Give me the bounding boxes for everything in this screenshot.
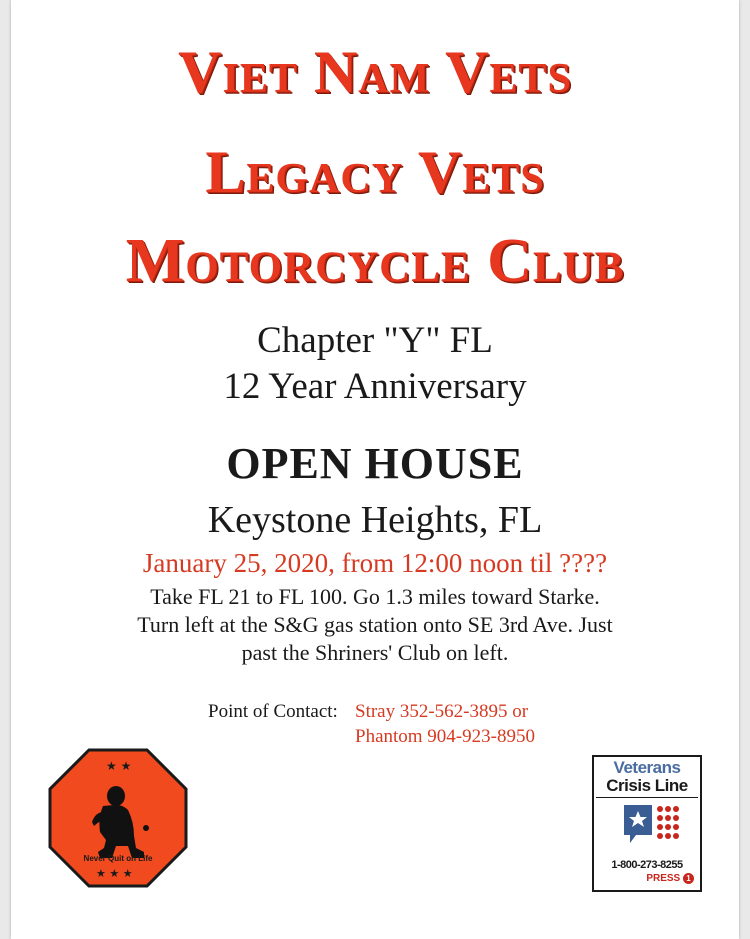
chapter-text: Chapter "Y" FL [257, 320, 493, 361]
svg-text:★ ★: ★ ★ [106, 759, 132, 773]
location-text: Keystone Heights, FL [207, 499, 543, 541]
event-date: January 25, 2020, from 12:00 noon til ???? [142, 548, 608, 578]
directions-line-3: past the Shriners' Club on left. [241, 640, 509, 665]
veterans-crisis-line-badge [592, 755, 702, 892]
flyer-page [11, 0, 739, 939]
directions-line-1: Take FL 21 to FL 100. Go 1.3 miles toward Starke. [150, 584, 600, 609]
title-line-3: Motorcycle Club [125, 227, 625, 295]
anniversary-text: 12 Year Anniversary [223, 366, 527, 407]
crisis-press-label: PRESS [646, 873, 681, 885]
contact-label: Point of Contact: [208, 701, 338, 722]
kneeling-soldier-icon [48, 748, 188, 888]
directions-line-2: Turn left at the S&G gas station onto SE 3rd Ave. Just [137, 612, 613, 637]
crisis-press [646, 873, 694, 884]
contact-stray: Stray 352-562-3895 or [355, 701, 529, 722]
event-title: OPEN HOUSE [226, 439, 524, 488]
svg-text:★ ★ ★: ★ ★ ★ [96, 867, 133, 880]
crisis-title-1: Veterans [613, 758, 681, 777]
club-logo [48, 748, 188, 888]
contact-phantom: Phantom 904-923-8950 [355, 726, 535, 747]
crisis-divider [596, 797, 698, 798]
title-line-2: Legacy Vets [205, 139, 545, 205]
logo-motto: Never Quit on Life [83, 854, 153, 863]
star-speech-bubble-icon [622, 803, 682, 847]
crisis-phone: 1-800-273-8255 [611, 859, 683, 871]
crisis-press-number: 1 [683, 873, 694, 884]
crisis-title-2: Crisis Line [606, 776, 688, 795]
title-line-1: Viet Nam Vets [178, 39, 572, 105]
